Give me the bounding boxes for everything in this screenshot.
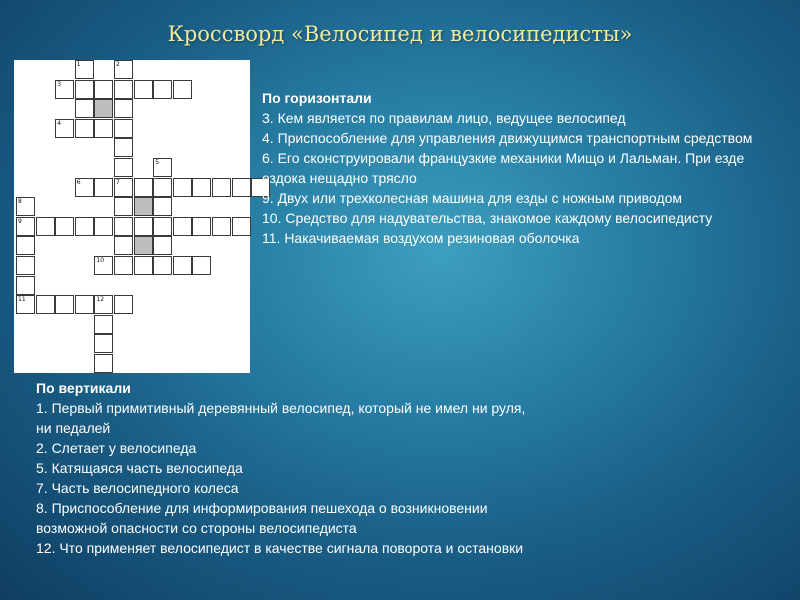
- crossword-cell[interactable]: [94, 315, 113, 334]
- crossword-grid: [14, 60, 250, 373]
- crossword-clue-number: 7: [116, 178, 120, 186]
- crossword-cell[interactable]: [114, 295, 133, 314]
- crossword-cell[interactable]: [173, 256, 192, 275]
- crossword-cell[interactable]: [114, 119, 133, 138]
- crossword-cell[interactable]: [75, 295, 94, 314]
- crossword-cell[interactable]: [192, 256, 211, 275]
- crossword-clue-number: 5: [155, 159, 160, 166]
- crossword-cell[interactable]: [16, 295, 35, 314]
- crossword-clue-number: 4: [57, 119, 62, 127]
- vertical-clue: 12. Что применяет велосипедист в качестве сигнала поворота и остановки: [36, 540, 524, 556]
- crossword-cell[interactable]: [16, 217, 35, 236]
- crossword-cell[interactable]: [134, 80, 153, 99]
- horizontal-clue: 4. Приспособление для управления движущимся транспортным средством: [262, 130, 753, 146]
- crossword-cell[interactable]: [94, 217, 113, 236]
- crossword-cell[interactable]: [153, 217, 172, 236]
- crossword-cell[interactable]: [114, 236, 133, 255]
- crossword-cell[interactable]: [153, 256, 172, 275]
- crossword-clue-number: 2: [116, 61, 120, 68]
- horizontal-clue: 10. Средство для надувательства, знакомое каждому велосипедисту: [262, 210, 713, 226]
- crossword-cell[interactable]: [153, 197, 172, 216]
- crossword-cell[interactable]: [114, 158, 133, 177]
- crossword-cell[interactable]: [212, 178, 231, 197]
- crossword-clue-number: 1: [76, 61, 81, 68]
- crossword-cell[interactable]: [114, 217, 133, 236]
- crossword-cell[interactable]: [36, 217, 55, 236]
- crossword-cell[interactable]: [55, 217, 74, 236]
- crossword-cell[interactable]: [55, 295, 74, 314]
- vertical-header: По вертикали: [36, 380, 131, 396]
- crossword-cell[interactable]: [36, 295, 55, 314]
- horizontal-clue: 9. Двух или трехколесная машина для езды с ножным приводом: [262, 190, 682, 206]
- crossword-cell[interactable]: [134, 236, 153, 255]
- crossword-cell[interactable]: [153, 158, 172, 177]
- crossword-cell[interactable]: [94, 334, 113, 353]
- horizontal-clue: 3. Кем является по правилам лицо, ведущее велосипед: [262, 110, 626, 126]
- vertical-clues: [36, 378, 756, 558]
- crossword-cell[interactable]: [192, 217, 211, 236]
- crossword-clue-number: 6: [76, 178, 81, 186]
- vertical-clue: 1. Первый примитивный деревянный велосипед, который не имел ни руля, ни педалей: [36, 400, 526, 436]
- crossword-cell[interactable]: [16, 256, 35, 275]
- crossword-cell[interactable]: [114, 138, 133, 157]
- crossword-cell[interactable]: [16, 197, 35, 216]
- crossword-cell[interactable]: [94, 178, 113, 197]
- crossword-cell[interactable]: [114, 197, 133, 216]
- crossword-clue-number: 9: [18, 217, 22, 225]
- vertical-clue: 5. Катящаяся часть велосипеда: [36, 460, 243, 476]
- crossword-cell[interactable]: [232, 178, 251, 197]
- crossword-cell[interactable]: [232, 217, 251, 236]
- crossword-clue-number: 11: [18, 296, 26, 304]
- crossword-cell[interactable]: [94, 256, 113, 275]
- horizontal-clues: [262, 88, 772, 248]
- crossword-cell[interactable]: [114, 60, 133, 79]
- crossword-cell[interactable]: [75, 60, 94, 79]
- crossword-clue-number: 3: [57, 80, 62, 88]
- crossword-cell[interactable]: [134, 217, 153, 236]
- crossword-cell[interactable]: [153, 80, 172, 99]
- crossword-cell[interactable]: [94, 295, 113, 314]
- crossword-cell[interactable]: [134, 178, 153, 197]
- crossword-cell[interactable]: [173, 217, 192, 236]
- vertical-clue: 2. Слетает у велосипеда: [36, 440, 197, 456]
- crossword-clue-number: 12: [96, 296, 105, 304]
- crossword-cell[interactable]: [192, 178, 211, 197]
- crossword-cell[interactable]: [173, 178, 192, 197]
- crossword-cell[interactable]: [75, 217, 94, 236]
- crossword-cell[interactable]: [153, 178, 172, 197]
- crossword-cell[interactable]: [134, 197, 153, 216]
- crossword-cell[interactable]: [16, 236, 35, 255]
- crossword-cell[interactable]: [114, 80, 133, 99]
- crossword-cell[interactable]: [173, 80, 192, 99]
- crossword-cell[interactable]: [114, 178, 133, 197]
- vertical-clue: 8. Приспособление для информирования пешехода о возникновении возможной опасности со стороны велосипедиста: [36, 500, 488, 536]
- crossword-cell[interactable]: [55, 119, 74, 138]
- crossword-cell[interactable]: [55, 80, 74, 99]
- vertical-clue: 7. Часть велосипедного колеса: [36, 480, 239, 496]
- crossword-cell[interactable]: [75, 80, 94, 99]
- crossword-cell[interactable]: [16, 276, 35, 295]
- crossword-cell[interactable]: [212, 217, 231, 236]
- crossword-cell[interactable]: [114, 256, 133, 275]
- crossword-cell[interactable]: [134, 256, 153, 275]
- crossword-cell[interactable]: [75, 178, 94, 197]
- horizontal-header: По горизонтали: [262, 90, 372, 106]
- crossword-cell[interactable]: [94, 80, 113, 99]
- crossword-clue-number: 10: [96, 257, 105, 264]
- crossword-cell[interactable]: [94, 119, 113, 138]
- crossword-cell[interactable]: [94, 99, 113, 118]
- horizontal-clue: 6. Его сконструировали французкие механики Мищо и Лальман. При езде ездока нещадно трясло: [262, 150, 745, 186]
- crossword-cell[interactable]: [94, 354, 113, 373]
- crossword-clue-number: 8: [18, 198, 22, 206]
- crossword-cell[interactable]: [75, 99, 94, 118]
- page-title: Кроссворд «Велосипед и велосипедисты»: [167, 22, 633, 46]
- horizontal-clue: 11. Накачиваемая воздухом резиновая оболочка: [262, 230, 580, 246]
- crossword-cell[interactable]: [75, 119, 94, 138]
- crossword-cell[interactable]: [114, 99, 133, 118]
- crossword-cell[interactable]: [153, 236, 172, 255]
